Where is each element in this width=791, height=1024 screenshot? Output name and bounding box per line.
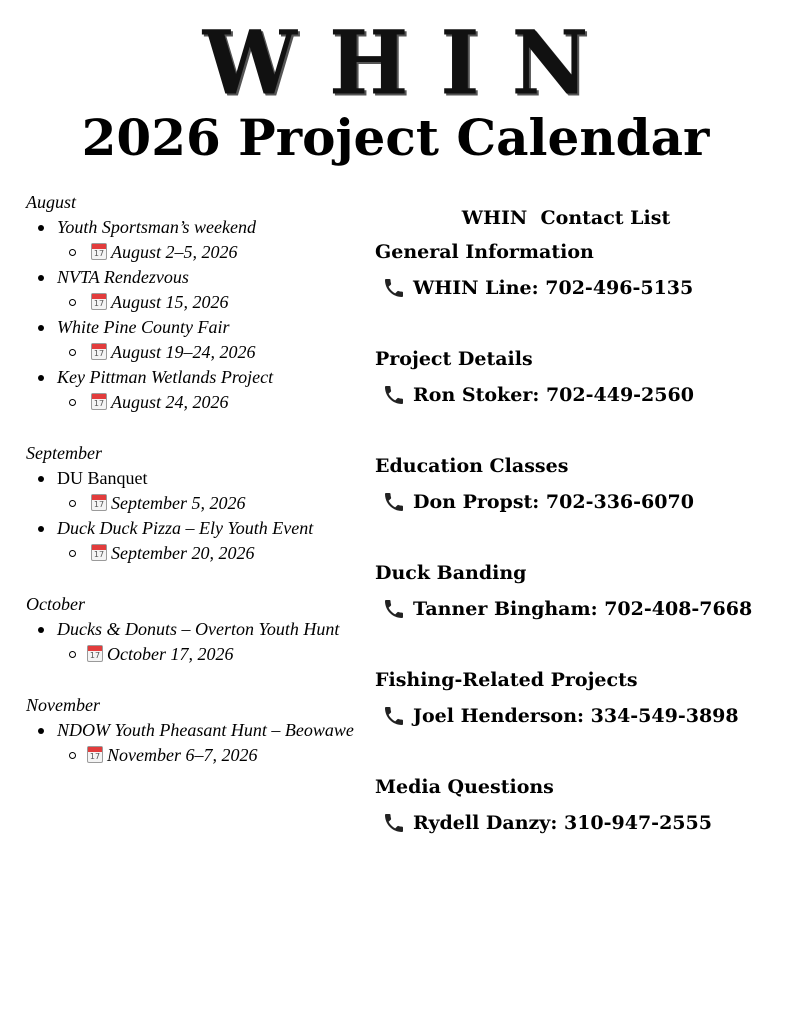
event-name: Ducks & Donuts – Overton Youth Hunt [57, 619, 340, 639]
contact-list-title: WHIN Contact List [461, 207, 671, 229]
event-item [26, 718, 371, 743]
contact-section [375, 555, 785, 662]
contact-phone-text: Joel Henderson: 334-549-3898 [413, 705, 739, 727]
calendar-icon-number: 17 [89, 752, 101, 761]
contact-phone-text: WHIN Line: 702-496-5135 [413, 277, 694, 299]
phone-icon [381, 704, 407, 728]
page-title: 2026 Project Calendar [81, 108, 710, 167]
calendar-icon [87, 746, 103, 763]
contact-category: Fishing-Related Projects [375, 669, 638, 691]
event-date-text: November 6–7, 2026 [107, 745, 258, 765]
calendar-icon-number: 17 [93, 399, 105, 408]
phone-icon [381, 811, 407, 835]
contact-list [375, 202, 785, 841]
event-name: Youth Sportsman’s weekend [57, 217, 257, 237]
contact-section [375, 234, 785, 341]
event-date-text: August 19–24, 2026 [111, 342, 256, 362]
event-date-text: September 20, 2026 [111, 543, 255, 563]
contact-phone-text: Don Propst: 702-336-6070 [413, 491, 694, 513]
event-date-text: October 17, 2026 [107, 644, 234, 664]
event-item [26, 215, 371, 240]
contact-category: Duck Banding [375, 562, 527, 584]
month-heading: November [26, 695, 100, 715]
event-name: White Pine County Fair [57, 317, 230, 337]
month-heading: September [26, 443, 102, 463]
contact-category: General Information [375, 241, 594, 263]
event-date [26, 340, 371, 365]
whin-logo [0, 10, 791, 115]
month-block [26, 190, 371, 415]
month-block [26, 693, 371, 768]
contact-person [375, 698, 785, 734]
phone-icon [381, 276, 407, 300]
calendar-icon [87, 645, 103, 662]
phone-icon [381, 383, 407, 407]
bullet-icon [38, 275, 44, 281]
event-name: Key Pittman Wetlands Project [57, 367, 274, 387]
circle-bullet-icon [69, 500, 76, 507]
calendar-icon [91, 243, 107, 260]
event-date [26, 290, 371, 315]
contact-section [375, 448, 785, 555]
event-name: NDOW Youth Pheasant Hunt – Beowawe [57, 720, 354, 740]
contact-person [375, 484, 785, 520]
calendar-icon [91, 544, 107, 561]
calendar-icon-number: 17 [89, 651, 101, 660]
circle-bullet-icon [69, 299, 76, 306]
event-date [26, 743, 371, 768]
contact-category: Project Details [375, 348, 533, 370]
circle-bullet-icon [69, 651, 76, 658]
calendar-icon-number: 17 [93, 550, 105, 559]
contact-category: Media Questions [375, 776, 554, 798]
event-name: DU Banquet [57, 468, 148, 488]
calendar-icon-number: 17 [93, 249, 105, 258]
bullet-icon [38, 225, 44, 231]
event-name: NVTA Rendezvous [57, 267, 189, 287]
calendar-icon [91, 494, 107, 511]
calendar-icon-number: 17 [93, 500, 105, 509]
calendar-icon [91, 393, 107, 410]
month-block [26, 592, 371, 667]
contact-sections [375, 234, 785, 841]
contact-section [375, 662, 785, 769]
event-date-text: August 15, 2026 [111, 292, 229, 312]
event-item [26, 617, 371, 642]
bullet-icon [38, 476, 44, 482]
phone-icon [381, 490, 407, 514]
contact-person [375, 270, 785, 306]
event-item [26, 365, 371, 390]
contact-person [375, 377, 785, 413]
logo-text: WHIN [202, 10, 621, 115]
event-date-text: August 2–5, 2026 [111, 242, 238, 262]
event-date [26, 541, 371, 566]
circle-bullet-icon [69, 399, 76, 406]
circle-bullet-icon [69, 349, 76, 356]
event-item [26, 265, 371, 290]
bullet-icon [38, 526, 44, 532]
bullet-icon [38, 627, 44, 633]
contact-section [375, 769, 785, 841]
month-block [26, 441, 371, 566]
event-calendar [26, 190, 371, 794]
month-heading: August [26, 192, 77, 212]
contact-section [375, 341, 785, 448]
calendar-icon [91, 343, 107, 360]
event-date [26, 642, 371, 667]
event-date [26, 491, 371, 516]
calendar-icon [91, 293, 107, 310]
contact-category: Education Classes [375, 455, 569, 477]
circle-bullet-icon [69, 752, 76, 759]
event-item [26, 315, 371, 340]
contact-phone-text: Rydell Danzy: 310-947-2555 [413, 812, 712, 834]
event-date-text: September 5, 2026 [111, 493, 246, 513]
circle-bullet-icon [69, 249, 76, 256]
event-item [26, 516, 371, 541]
event-date [26, 390, 371, 415]
bullet-icon [38, 728, 44, 734]
contact-person [375, 805, 785, 841]
event-date [26, 240, 371, 265]
bullet-icon [38, 325, 44, 331]
event-name: Duck Duck Pizza – Ely Youth Event [57, 518, 314, 538]
event-date-text: August 24, 2026 [111, 392, 229, 412]
calendar-icon-number: 17 [93, 349, 105, 358]
phone-icon [381, 597, 407, 621]
bullet-icon [38, 375, 44, 381]
circle-bullet-icon [69, 550, 76, 557]
contact-phone-text: Tanner Bingham: 702-408-7668 [413, 598, 753, 620]
contact-person [375, 591, 785, 627]
event-item [26, 466, 371, 491]
contact-phone-text: Ron Stoker: 702-449-2560 [413, 384, 694, 406]
calendar-icon-number: 17 [93, 299, 105, 308]
month-heading: October [26, 594, 85, 614]
